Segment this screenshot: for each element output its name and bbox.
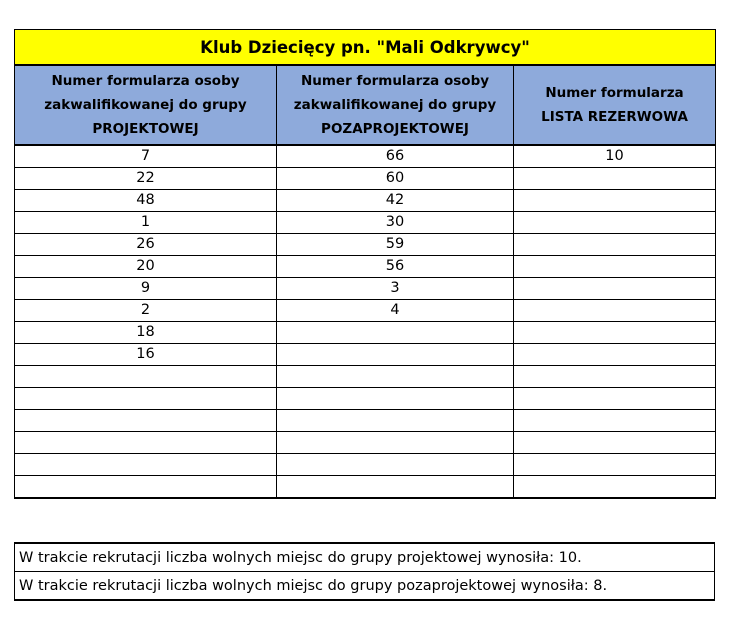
cell-reserve bbox=[514, 256, 716, 278]
cell-nonproject: 42 bbox=[277, 190, 514, 212]
cell-project: 20 bbox=[15, 256, 277, 278]
cell-project: 22 bbox=[15, 168, 277, 190]
table-row bbox=[15, 388, 716, 410]
cell-nonproject bbox=[277, 432, 514, 454]
cell-project: 48 bbox=[15, 190, 277, 212]
cell-nonproject bbox=[277, 388, 514, 410]
table-row bbox=[15, 234, 716, 256]
table-row bbox=[15, 366, 716, 388]
table-row bbox=[15, 256, 716, 278]
table-row bbox=[15, 432, 716, 454]
cell-nonproject: 56 bbox=[277, 256, 514, 278]
cell-project bbox=[15, 388, 277, 410]
cell-reserve bbox=[514, 278, 716, 300]
table-row bbox=[15, 168, 716, 190]
cell-nonproject bbox=[277, 476, 514, 499]
notes-table bbox=[14, 542, 715, 601]
cell-reserve bbox=[514, 366, 716, 388]
cell-reserve bbox=[514, 322, 716, 344]
header-reserve-line2: LISTA REZERWOWA bbox=[541, 109, 688, 125]
cell-nonproject bbox=[277, 344, 514, 366]
header-nonproject-group bbox=[277, 65, 514, 145]
table-row bbox=[15, 476, 716, 499]
header-project-line3: PROJEKTOWEJ bbox=[92, 121, 199, 137]
header-project-line2: zakwalifikowanej do grupy bbox=[44, 97, 247, 113]
cell-nonproject: 4 bbox=[277, 300, 514, 322]
table-row bbox=[15, 278, 716, 300]
cell-reserve bbox=[514, 410, 716, 432]
cell-project bbox=[15, 366, 277, 388]
cell-reserve bbox=[514, 300, 716, 322]
spreadsheet bbox=[14, 29, 715, 499]
cell-nonproject: 3 bbox=[277, 278, 514, 300]
cell-nonproject bbox=[277, 366, 514, 388]
table-row bbox=[15, 212, 716, 234]
header-nonproject-line1: Numer formularza osoby bbox=[300, 73, 490, 89]
cell-nonproject bbox=[277, 454, 514, 476]
note-project-seats: W trakcie rekrutacji liczba wolnych miejsc do grupy projektowej wynosiła: 10. bbox=[15, 543, 715, 572]
cell-nonproject bbox=[277, 322, 514, 344]
cell-reserve: 10 bbox=[514, 145, 716, 168]
cell-project: 2 bbox=[15, 300, 277, 322]
header-reserve-line1: Numer formularza bbox=[545, 85, 684, 101]
header-nonproject-line3: POZAPROJEKTOWEJ bbox=[321, 121, 469, 137]
cell-reserve bbox=[514, 432, 716, 454]
header-project-line1: Numer formularza osoby bbox=[51, 73, 240, 89]
cell-reserve bbox=[514, 344, 716, 366]
cell-reserve bbox=[514, 190, 716, 212]
table-row bbox=[15, 344, 716, 366]
header-nonproject-line2: zakwalifikowanej do grupy bbox=[293, 97, 497, 113]
cell-project bbox=[15, 432, 277, 454]
cell-project: 1 bbox=[15, 212, 277, 234]
table-row bbox=[15, 410, 716, 432]
note-nonproject-seats: W trakcie rekrutacji liczba wolnych miejsc do grupy pozaprojektowej wynosiła: 8. bbox=[15, 572, 715, 601]
qualification-table bbox=[14, 29, 716, 499]
cell-nonproject: 30 bbox=[277, 212, 514, 234]
cell-project: 26 bbox=[15, 234, 277, 256]
cell-project bbox=[15, 410, 277, 432]
table-row bbox=[15, 322, 716, 344]
cell-reserve bbox=[514, 234, 716, 256]
cell-project: 9 bbox=[15, 278, 277, 300]
cell-reserve bbox=[514, 168, 716, 190]
header-reserve-list bbox=[514, 65, 716, 145]
cell-project: 7 bbox=[15, 145, 277, 168]
table-row bbox=[15, 145, 716, 168]
cell-nonproject: 59 bbox=[277, 234, 514, 256]
cell-project bbox=[15, 476, 277, 499]
header-project-group bbox=[15, 65, 277, 145]
cell-reserve bbox=[514, 212, 716, 234]
table-body bbox=[15, 145, 716, 498]
cell-nonproject: 60 bbox=[277, 168, 514, 190]
table-row bbox=[15, 300, 716, 322]
table-title: Klub Dziecięcy pn. "Mali Odkrywcy" bbox=[15, 30, 716, 66]
table-row bbox=[15, 190, 716, 212]
table-row bbox=[15, 454, 716, 476]
cell-reserve bbox=[514, 388, 716, 410]
cell-nonproject bbox=[277, 410, 514, 432]
cell-reserve bbox=[514, 476, 716, 499]
cell-nonproject: 66 bbox=[277, 145, 514, 168]
cell-project: 16 bbox=[15, 344, 277, 366]
cell-project: 18 bbox=[15, 322, 277, 344]
cell-reserve bbox=[514, 454, 716, 476]
cell-project bbox=[15, 454, 277, 476]
